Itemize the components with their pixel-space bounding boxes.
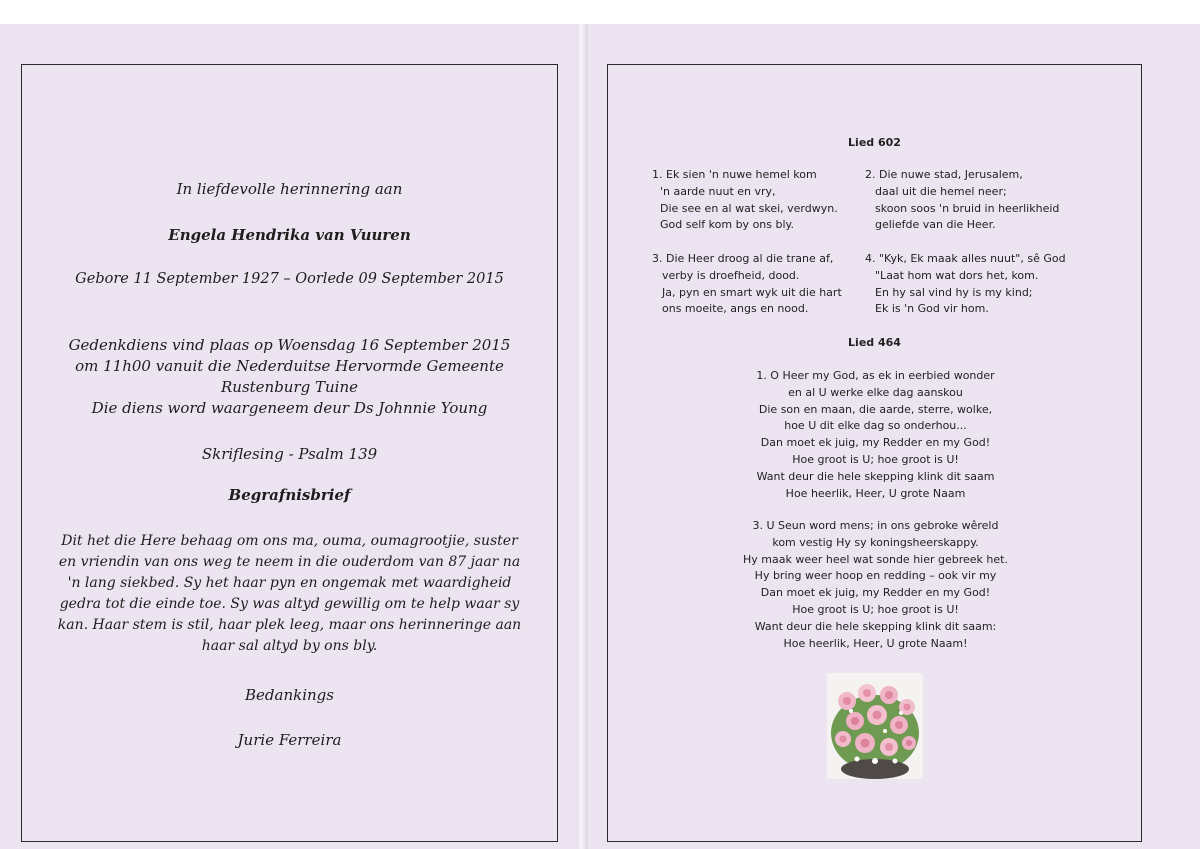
hymn-title-602: Lied 602 (848, 136, 901, 149)
verse-line: "Laat hom wat dors het, kom. (875, 268, 1039, 282)
verse-line: 3. U Seun word mens; in ons gebroke wêreld (752, 519, 999, 532)
service-line: Die diens word waargeneem deur Ds Johnnie Young (91, 399, 488, 417)
hymn-602-verse-4 (865, 251, 1066, 318)
verse-line: daal uit die hemel neer; (875, 184, 1007, 198)
letter-line: gedra tot die einde toe. Sy was altyd gewillig om te help waar sy (59, 596, 520, 612)
verse-line: kom vestig Hy sy koningsheerskappy. (772, 535, 979, 549)
right-panel (607, 64, 1142, 842)
service-line: Gedenkdiens vind plaas op Woensdag 16 September 2015 (68, 336, 511, 354)
letter-title: Begrafnisbrief (228, 486, 351, 504)
letter-line: en vriendin van ons weg te neem in die ouderdom van 87 jaar na (58, 554, 521, 570)
thanks-heading: Bedankings (245, 686, 334, 704)
verse-line: Dan moet ek juig, my Redder en my God! (760, 436, 991, 450)
service-line: om 11h00 vanuit die Nederduitse Hervormde Gemeente (75, 357, 504, 375)
verse-line: 1. O Heer my God, as ek in eerbied wonder (756, 369, 995, 382)
verse-line: Hoe heerlik, Heer, U grote Naam (785, 486, 966, 500)
verse-line: Die son en maan, die aarde, sterre, wolke, (758, 402, 993, 416)
verse-line: 1. Ek sien 'n nuwe hemel kom (652, 168, 817, 181)
verse-line: Want deur die hele skepping klink dit saam: (754, 619, 997, 633)
verse-line: Dan moet ek juig, my Redder en my God! (760, 586, 991, 600)
verse-line: Hoe heerlik, Heer, U grote Naam! (783, 636, 968, 650)
hymn-602-verse-3 (652, 251, 842, 318)
verse-line: en al U werke elke dag aanskou (788, 385, 963, 399)
verse-line: Hoe groot is U; hoe groot is U! (792, 452, 959, 466)
author-name: Jurie Ferreira (237, 731, 342, 749)
letter-line: Dit het die Here behaag om ons ma, ouma, oumagrootjie, suster (61, 533, 518, 549)
hymn-title-464: Lied 464 (848, 336, 901, 349)
verse-line: verby is droefheid, dood. (662, 268, 800, 282)
center-fold (576, 24, 588, 849)
verse-line: Die see en al wat skei, verdwyn. (660, 201, 838, 215)
rose-bouquet-icon (827, 673, 923, 779)
intro-text: In liefdevolle herinnering aan (176, 180, 403, 198)
service-line: Rustenburg Tuine (220, 378, 359, 396)
verse-line: Ek is 'n God vir hom. (875, 302, 989, 316)
hymn-464-verse-3 (688, 518, 1063, 652)
left-panel (21, 64, 558, 842)
hymn-602-verse-1 (652, 167, 838, 234)
deceased-name: Engela Hendrika van Vuuren (168, 226, 411, 244)
verse-line: Hoe groot is U; hoe groot is U! (792, 602, 959, 616)
verse-line: ons moeite, angs en nood. (662, 302, 809, 316)
hymn-602-verse-2 (865, 167, 1059, 234)
verse-line: 2. Die nuwe stad, Jerusalem, (865, 168, 1023, 181)
scripture-reading: Skriflesing - Psalm 139 (201, 445, 378, 463)
verse-line: Want deur die hele skepping klink dit saam (756, 469, 995, 483)
life-dates: Gebore 11 September 1927 – Oorlede 09 September 2015 (75, 271, 504, 287)
verse-line: skoon soos 'n bruid in heerlikheid (875, 201, 1060, 215)
verse-line: geliefde van die Heer. (875, 218, 996, 232)
verse-line: Ja, pyn en smart wyk uit die hart (662, 285, 842, 299)
verse-line: 4. "Kyk, Ek maak alles nuut", sê God (865, 252, 1066, 265)
letter-line: haar sal altyd by ons bly. (201, 638, 378, 654)
verse-line: Hy bring weer hoop en redding – ook vir my (754, 569, 997, 583)
letter-line: kan. Haar stem is stil, haar plek leeg, maar ons herinneringe aan (57, 617, 522, 633)
verse-line: Hy maak weer heel wat sonde hier gebreek het. (743, 552, 1008, 566)
verse-line: En hy sal vind hy is my kind; (875, 285, 1033, 299)
verse-line: 3. Die Heer droog al die trane af, (652, 252, 834, 265)
verse-line: 'n aarde nuut en vry, (660, 184, 776, 198)
verse-line: God self kom by ons bly. (660, 218, 794, 232)
funeral-letter (22, 531, 557, 657)
verse-line: hoe U dit elke dag so onderhou... (784, 419, 967, 433)
rose-bouquet-image (827, 673, 923, 779)
hymn-464-verse-1 (688, 368, 1063, 502)
service-details (22, 335, 557, 419)
letter-line: 'n lang siekbed. Sy het haar pyn en ongemak met waardigheid (67, 575, 512, 591)
